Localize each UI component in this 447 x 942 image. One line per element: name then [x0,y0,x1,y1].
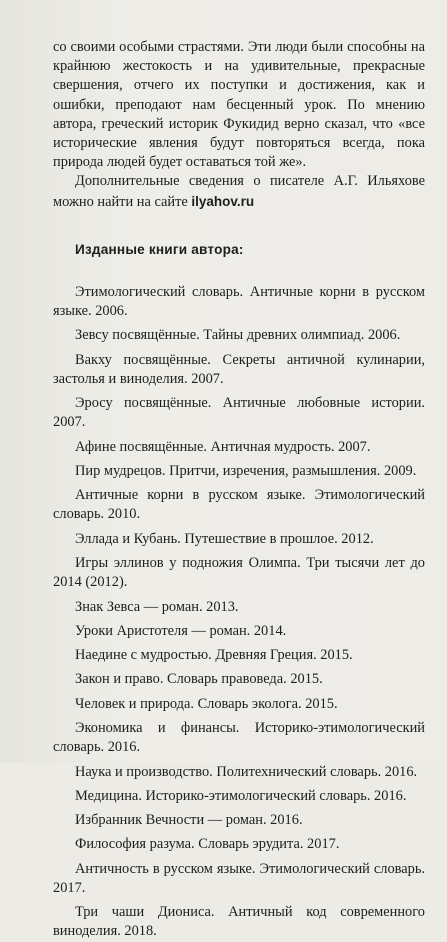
book-item: Античность в русском языке. Этимологический словарь. 2017. [53,860,425,896]
book-item: Закон и право. Словарь правоведа. 2015. [75,671,323,688]
book-item: Наука и производство. Политехнический словарь. 2016. [75,763,418,780]
book-item: Наедине с мудростью. Древняя Греция. 2015. [75,647,353,664]
books-heading: Изданные книги автора: [75,241,244,257]
author-info-paragraph [53,172,425,211]
book-item: Пир мудрецов. Притчи, изречения, размышления. 2009. [75,462,417,479]
book-item: Экономика и финансы. Историко-этимологический словарь. 2016. [53,720,425,756]
author-website: ilyahov.ru [191,193,255,209]
book-item: Философия разума. Словарь эрудита. 2017. [75,836,340,853]
book-item: Человек и природа. Словарь эколога. 2015. [75,695,338,712]
book-item: Избранник Вечности — роман. 2016. [75,812,303,829]
book-item: Эросу посвящённые. Античные любовные истории. 2007. [53,395,425,431]
author-info-text: Дополнительные сведения о писателе А.Г. Ильяхове можно найти на сайте [53,173,425,210]
book-item: Афине посвящённые. Античная мудрость. 2007. [75,438,371,455]
book-item: Три чаши Диониса. Античный код современного виноделия. 2018. [53,904,425,940]
book-item: Зевсу посвящённые. Тайны древних олимпиад. 2006. [75,327,401,344]
book-item: Этимологический словарь. Античные корни в русском языке. 2006. [53,283,425,320]
book-item: Вакху посвящённые. Секреты античной кулинарии, застолья и виноделия. 2007. [53,351,425,387]
books-list [53,283,425,942]
book-item: Античные корни в русском языке. Этимологический словарь. 2010. [53,487,425,523]
intro-paragraph: со своими особыми страстями. Эти люди были способны на крайнюю жестокость и на удивительные, прекрасные свершения, отчего их поступки и достижения, как и ошибки, преподают нам бесценный урок. По мнению автора, греческий историк Фукидид верно сказал, что «все исторические явления будут повторяться всегда, пока природа людей будет оставаться той же». [53,39,425,171]
book-item: Медицина. Историко-этимологический словарь. 2016. [75,787,407,804]
book-item: Знак Зевса — роман. 2013. [75,598,239,615]
book-item: Игры эллинов у подножия Олимпа. Три тысячи лет до 2014 (2012). [53,555,425,591]
book-item: Уроки Аристотеля — роман. 2014. [75,622,287,639]
book-item: Эллада и Кубань. Путешествие в прошлое. 2012. [75,530,374,547]
